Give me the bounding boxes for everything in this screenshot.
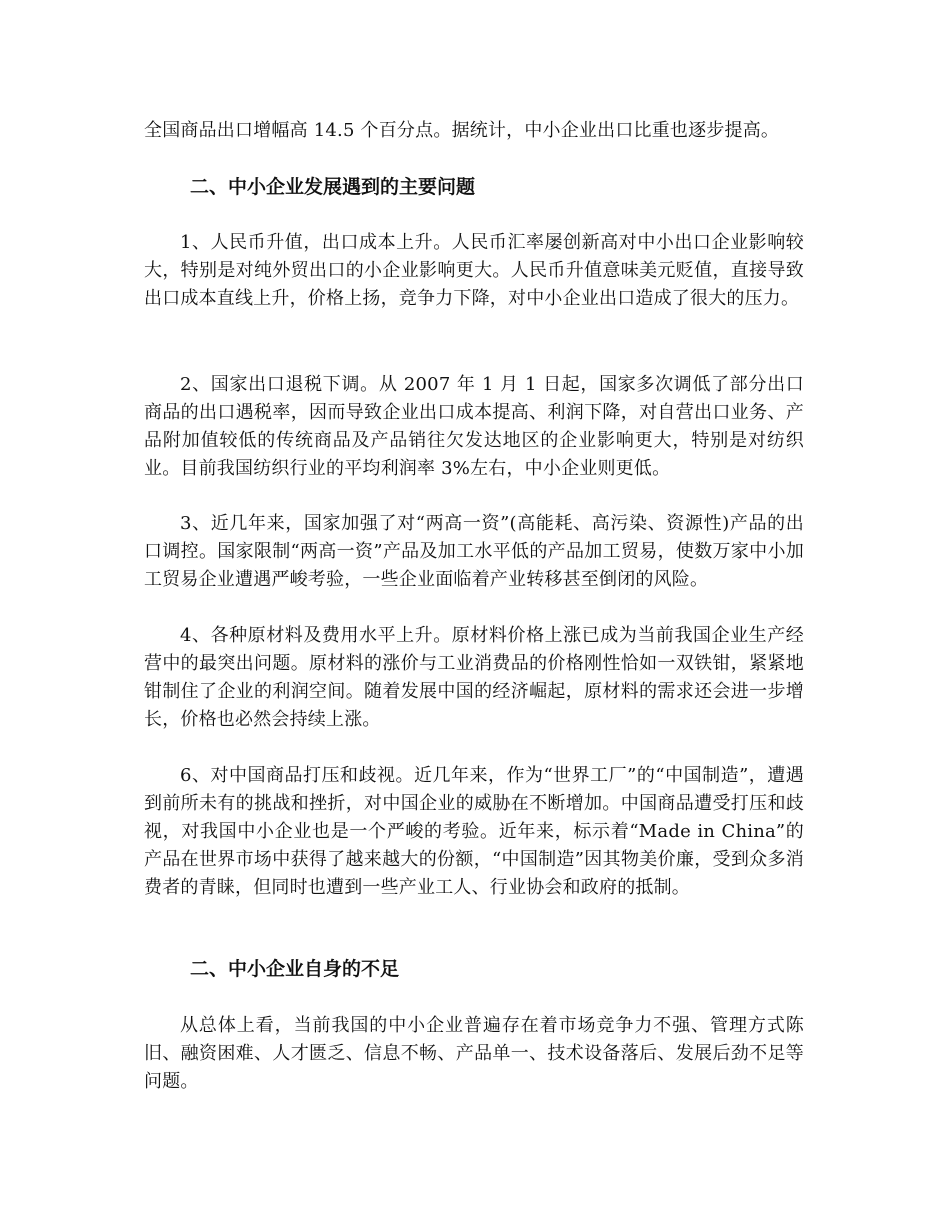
paragraph-discrimination: 6、对中国商品打压和歧视。近几年来，作为“世界工厂”的“中国制造”，遭遇到前所未有的挑战和挫折，对中国企业的威胁在不断增加。中国商品遭受打压和歧视，对我国中小企业也是一个严峻的考验。近年来，标示着“Made in China”的产品在世界市场中获得了越来越大的份额，“中国制造”因其物美价廉，受到众多消费者的青睐，但同时也遭到一些产业工人、行业协会和政府的抵制。 xyxy=(144,765,804,898)
paragraph-rmb-appreciation: 1、人民币升值，出口成本上升。人民币汇率屡创新高对中小出口企业影响较大，特别是对纯外贸出口的小企业影响更大。人民币升值意味美元贬值，直接导致出口成本直线上升，价格上扬，竞争力下降，对中小企业出口造成了很大的压力。 xyxy=(144,232,804,309)
paragraph-overall-problems: 从总体上看，当前我国的中小企业普遍存在着市场竞争力不强、管理方式陈旧、融资困难、人才匮乏、信息不畅、产品单一、技术设备落后、发展后劲不足等问题。 xyxy=(144,1015,804,1092)
paragraph-two-high-one-resource: 3、近几年来，国家加强了对“两高一资”(高能耗、高污染、资源性)产品的出口调控。国家限制“两高一资”产品及加工水平低的产品加工贸易，使数万家中小加工贸易企业遭遇严峻考验，一些企业面临着产业转移甚至倒闭的风险。 xyxy=(144,513,804,590)
section-heading-main-problems: 二、中小企业发展遇到的主要问题 xyxy=(190,176,476,198)
intro-paragraph: 全国商品出口增幅高 14.5 个百分点。据统计，中小企业出口比重也逐步提高。 xyxy=(144,120,780,141)
paragraph-export-tax-rebate: 2、国家出口退税下调。从 2007 年 1 月 1 日起，国家多次调低了部分出口商品的出口遇税率，因而导致企业出口成本提高、利润下降，对自营出口业务、产品附加值较低的传统商品及产品销往欠发达地区的企业影响更大，特别是对纺织业。目前我国纺织行业的平均利润率 3%左右，中小企业则更低。 xyxy=(144,374,804,479)
section-heading-own-weaknesses: 二、中小企业自身的不足 xyxy=(190,958,400,980)
paragraph-raw-materials: 4、各种原材料及费用水平上升。原材料价格上涨已成为当前我国企业生产经营中的最突出问题。原材料的涨价与工业消费品的价格刚性恰如一双铁钳，紧紧地钳制住了企业的利润空间。随着发展中国的经济崛起，原材料的需求还会进一步增长，价格也必然会持续上涨。 xyxy=(144,625,804,730)
